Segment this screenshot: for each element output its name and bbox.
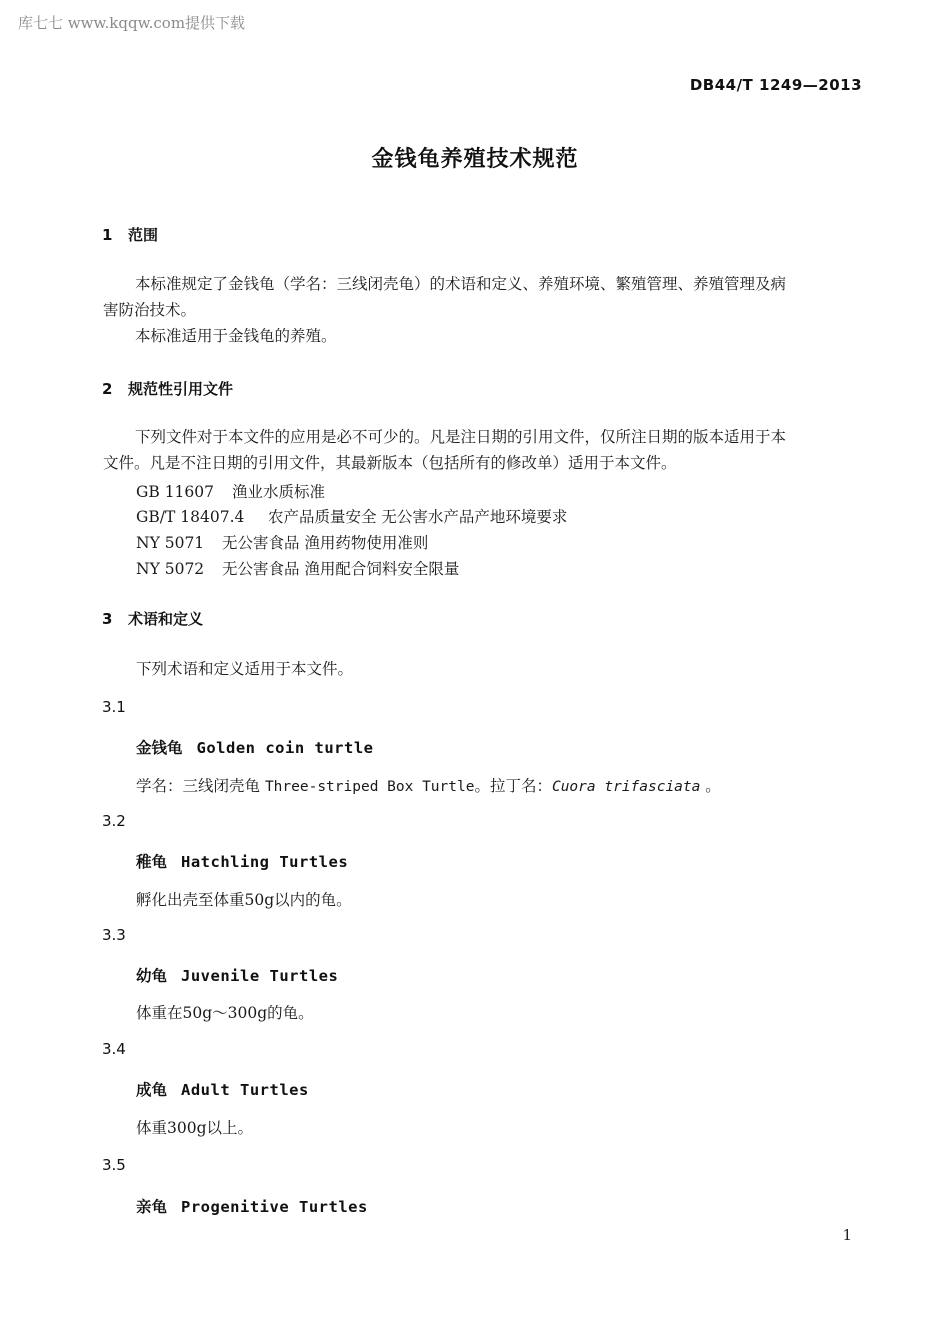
section-1-paragraph-1 (103, 271, 786, 323)
common-name-text: Three-striped Box Turtle (264, 779, 475, 795)
paragraph-line: 本标准规定了金钱龟（学名：三线闭壳龟）的术语和定义、养殖环境、繁殖管理、养殖管理及病 (135, 275, 787, 293)
term-entry (136, 850, 348, 872)
reference-item (136, 480, 325, 502)
term-entry (136, 1195, 368, 1217)
term-english: Golden coin turtle (196, 739, 374, 757)
reference-item (136, 505, 567, 527)
section-1-heading (102, 224, 158, 245)
definition-text: 。拉丁名： (474, 777, 552, 795)
paragraph-line: 文件。凡是不注日期的引用文件，其最新版本（包括所有的修改单）适用于本文件。 (103, 454, 677, 472)
reference-title: 无公害食品 渔用配合饲料安全限量 (222, 560, 460, 578)
reference-code: GB/T 18407.4 (136, 508, 245, 526)
definition-text: 学名：三线闭壳龟 (136, 777, 265, 795)
term-english: Adult Turtles (181, 1081, 309, 1099)
term-english: Progenitive Turtles (181, 1198, 368, 1216)
clause-number: 3.3 (102, 926, 126, 944)
term-entry (136, 964, 338, 986)
clause-number: 3.2 (102, 812, 126, 830)
section-number: 2 (102, 380, 113, 398)
clause-number: 3.4 (102, 1040, 126, 1058)
definition-text: 。 (700, 777, 721, 795)
reference-code: GB 11607 (136, 483, 215, 501)
term-chinese: 亲龟 (136, 1198, 168, 1216)
section-3-heading (102, 608, 203, 629)
section-1-paragraph-2: 本标准适用于金钱龟的养殖。 (135, 327, 337, 345)
latin-name-text: Cuora trifasciata (551, 779, 701, 795)
paragraph-line: 下列文件对于本文件的应用是必不可少的。凡是注日期的引用文件，仅所注日期的版本适用于本 (135, 428, 787, 446)
section-title: 规范性引用文件 (128, 380, 234, 398)
page-number: 1 (842, 1226, 852, 1244)
section-title: 术语和定义 (128, 610, 204, 628)
page-title: 金钱龟养殖技术规范 (371, 147, 579, 172)
term-definition (136, 774, 721, 796)
clause-number: 3.5 (102, 1156, 126, 1174)
paragraph-line: 害防治技术。 (103, 301, 197, 319)
section-number: 3 (102, 610, 113, 628)
section-3-intro: 下列术语和定义适用于本文件。 (136, 660, 354, 678)
clause-number: 3.1 (102, 698, 126, 716)
section-title: 范围 (128, 226, 159, 244)
reference-title: 农产品质量安全 无公害水产品产地环境要求 (268, 508, 568, 526)
reference-code: NY 5072 (136, 560, 205, 578)
section-2-heading (102, 378, 233, 399)
term-chinese: 稚龟 (136, 853, 168, 871)
term-entry (136, 1078, 309, 1100)
term-english: Hatchling Turtles (181, 853, 349, 871)
reference-item (136, 557, 459, 579)
reference-item (136, 531, 428, 553)
watermark-text: 库七七 www.kqqw.com提供下载 (18, 14, 246, 32)
term-english: Juvenile Turtles (181, 967, 339, 985)
document-number: DB44/T 1249—2013 (689, 76, 862, 94)
reference-title: 渔业水质标准 (232, 483, 326, 501)
reference-code: NY 5071 (136, 534, 205, 552)
term-definition: 体重300g以上。 (136, 1119, 254, 1137)
term-chinese: 金钱龟 (136, 739, 183, 757)
reference-title: 无公害食品 渔用药物使用准则 (222, 534, 429, 552)
term-entry (136, 736, 374, 758)
term-chinese: 成龟 (136, 1081, 168, 1099)
term-chinese: 幼龟 (136, 967, 168, 985)
section-2-paragraph-1 (103, 424, 786, 476)
term-definition: 体重在50g～300g的龟。 (136, 1004, 314, 1022)
section-number: 1 (102, 226, 113, 244)
term-definition: 孵化出壳至体重50g以内的龟。 (136, 891, 352, 909)
